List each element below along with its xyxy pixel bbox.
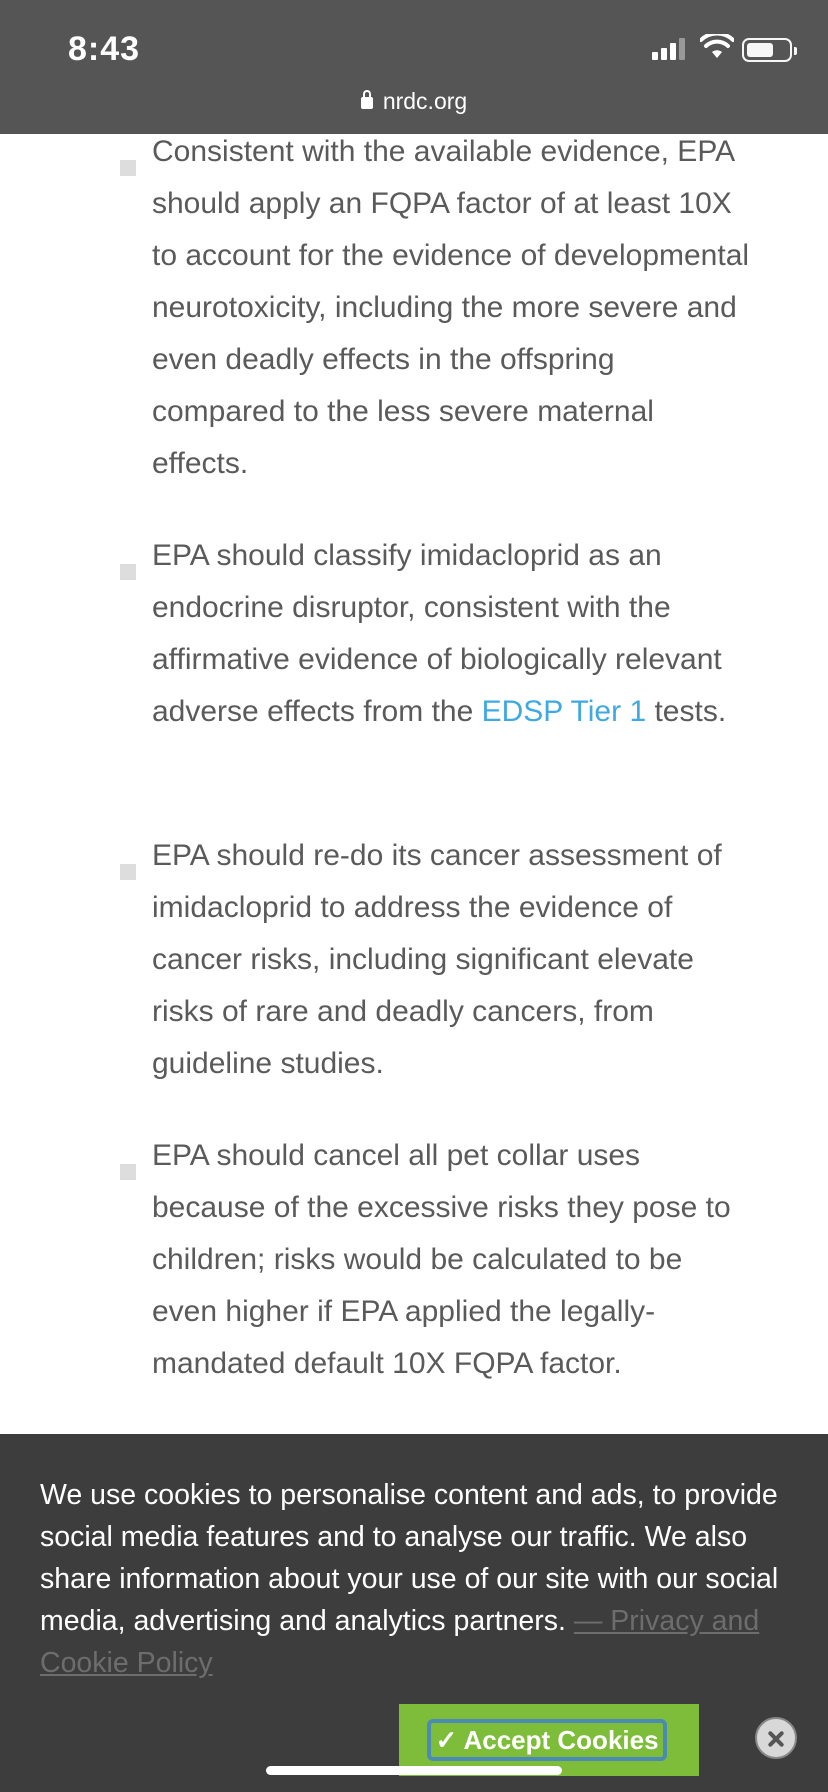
close-icon[interactable] [755, 1717, 797, 1759]
battery-icon [742, 38, 792, 62]
status-time: 8:43 [68, 30, 141, 68]
url-text: nrdc.org [382, 88, 468, 114]
bullet-icon [120, 1164, 136, 1180]
signal-icon [652, 36, 688, 60]
list-item-text: EPA should re-do its cancer assessment of imidacloprid to address the evidence of cancer risks, including significant elevate risks of rare and deadly cancers, from guideline studies. [152, 839, 722, 1080]
status-bar [0, 0, 828, 134]
edsp-tier1-link[interactable]: EDSP Tier 1 [481, 695, 647, 728]
list-item-text: Consistent with the available evidence, EPA should apply an FQPA factor of at least 10X to account for the evidence of developmental neurotoxicity, including the more severe and even deadly effects in the offspring compared to the less severe maternal effects. [152, 135, 750, 480]
privacy-policy-link[interactable]: — Privacy and Cookie Policy [40, 1605, 760, 1679]
list-item-text: EPA should cancel all pet collar uses because of the excessive risks they pose to children; risks would be calculated to be even higher if EPA applied the legally-mandated default 10X FQPA factor. [152, 1139, 731, 1380]
list-item-text: EPA should classify imidacloprid as an endocrine disruptor, consistent with the affirmative evidence of biologically relevant adverse effects from the EDSP Tier 1 tests. [152, 539, 727, 728]
bullet-icon [120, 864, 136, 880]
wifi-icon [700, 34, 734, 60]
address-bar[interactable] [0, 88, 828, 115]
home-indicator[interactable] [266, 1766, 562, 1775]
lock-icon [361, 97, 373, 109]
article-content [0, 134, 828, 1434]
cookie-message: We use cookies to personalise content and ads, to provide social media features and to analyse our traffic. We also share information about your use of our site with our social media, advertising and analytics partners. — Privacy and Cookie Policy [40, 1479, 779, 1679]
accept-cookies-button[interactable]: ✓ Accept Cookies [427, 1719, 667, 1761]
bullet-icon [120, 160, 136, 176]
cookie-banner [0, 1434, 828, 1792]
bullet-icon [120, 564, 136, 580]
